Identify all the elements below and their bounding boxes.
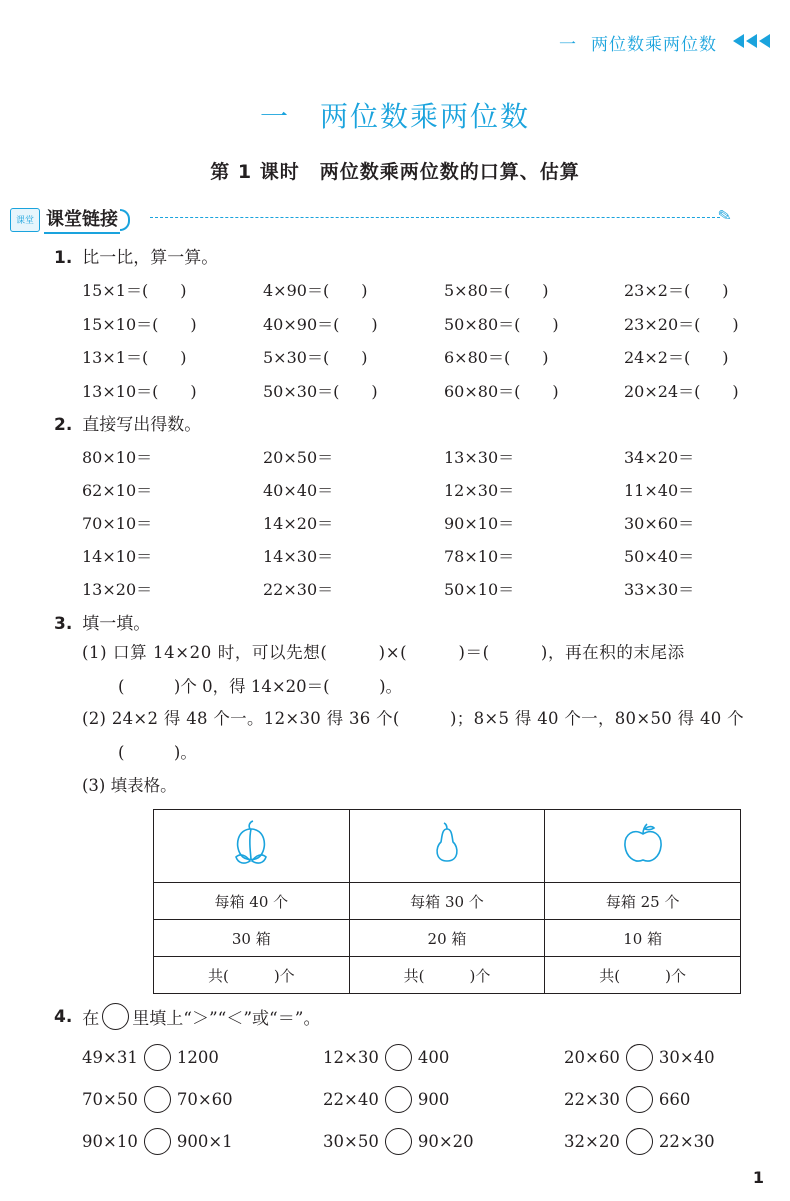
comparison-item xyxy=(564,1128,715,1155)
question-3-part-2: (2) 24×2 得 48 个一。12×30 得 36 个( )；8×5 得 40 个一，80×50 得 40 个 xyxy=(82,709,744,728)
running-header xyxy=(559,30,770,55)
dashed-divider xyxy=(150,217,720,218)
circle-icon xyxy=(102,1003,129,1030)
comparison-left: 90×10 xyxy=(82,1132,138,1151)
equation-cell[interactable]: 70×10＝ xyxy=(82,514,153,533)
equation-cell[interactable]: 11×40＝ xyxy=(624,481,695,500)
equation-cell[interactable]: 14×30＝ xyxy=(263,547,334,566)
comparison-left: 12×30 xyxy=(323,1048,379,1067)
comparison-circle-icon[interactable] xyxy=(144,1128,171,1155)
comparison-right: 22×30 xyxy=(658,1132,715,1151)
comparison-right: 900×1 xyxy=(176,1132,233,1151)
equation-cell[interactable]: 30×60＝ xyxy=(624,514,695,533)
equation-cell[interactable]: 40×40＝ xyxy=(263,481,334,500)
question-3-part-1-cont: ( )个 0，得 14×20＝( )。 xyxy=(118,677,403,696)
per-box-cell: 每箱 30 个 xyxy=(349,883,545,920)
comparison-left: 22×40 xyxy=(323,1090,379,1109)
equation-cell[interactable]: 13×30＝ xyxy=(444,448,515,467)
equation-cell[interactable]: 78×10＝ xyxy=(444,547,515,566)
per-box-cell: 每箱 25 个 xyxy=(545,883,741,920)
pencil-icon: ✎ xyxy=(716,204,733,227)
equation-cell[interactable]: 13×1＝( ) xyxy=(82,348,187,367)
chapter-title: 一 两位数乘两位数 xyxy=(259,100,530,133)
equation-cell[interactable]: 22×30＝ xyxy=(263,580,334,599)
comparison-right: 400 xyxy=(417,1048,450,1067)
comparison-item xyxy=(564,1086,690,1113)
triangle-icon xyxy=(731,33,770,53)
equation-cell[interactable]: 80×10＝ xyxy=(82,448,153,467)
comparison-left: 20×60 xyxy=(564,1048,620,1067)
comparison-item xyxy=(323,1128,474,1155)
question-text: 填一填。 xyxy=(82,614,151,634)
total-answer-cell[interactable]: 共( )个 xyxy=(349,957,545,994)
page-number: 1 xyxy=(752,1168,764,1187)
comparison-left: 70×50 xyxy=(82,1090,138,1109)
box-count-cell: 30 箱 xyxy=(154,920,350,957)
comparison-item xyxy=(82,1128,233,1155)
equation-cell[interactable]: 20×24＝( ) xyxy=(624,381,739,401)
question-number: 2. xyxy=(54,415,73,435)
equation-cell[interactable]: 60×80＝( ) xyxy=(444,381,559,401)
comparison-circle-icon[interactable] xyxy=(385,1086,412,1113)
question-4-heading xyxy=(54,1003,320,1030)
comparison-item xyxy=(323,1086,449,1113)
question-1-heading xyxy=(54,243,218,268)
bracket-decoration xyxy=(120,209,130,231)
question-text-b: 里填上“＞”“＜”或“＝”。 xyxy=(132,1009,321,1029)
header-chapter-title: 两位数乘两位数 xyxy=(591,35,717,55)
comparison-right: 1200 xyxy=(176,1048,219,1067)
comparison-circle-icon[interactable] xyxy=(626,1128,653,1155)
comparison-right: 30×40 xyxy=(658,1048,715,1067)
equation-cell[interactable]: 14×20＝ xyxy=(263,514,334,533)
equation-cell[interactable]: 14×10＝ xyxy=(82,547,153,566)
question-number: 1. xyxy=(54,248,73,268)
comparison-circle-icon[interactable] xyxy=(385,1044,412,1071)
comparison-circle-icon[interactable] xyxy=(385,1128,412,1155)
peach-icon xyxy=(228,819,274,869)
comparison-left: 32×20 xyxy=(564,1132,620,1151)
equation-cell[interactable]: 15×1＝( ) xyxy=(82,281,187,300)
box-count-cell: 10 箱 xyxy=(545,920,741,957)
comparison-right: 660 xyxy=(658,1090,691,1109)
equation-cell[interactable]: 33×30＝ xyxy=(624,580,695,599)
fruit-table xyxy=(153,809,741,994)
question-number: 3. xyxy=(54,614,73,634)
equation-cell[interactable]: 12×30＝ xyxy=(444,481,515,500)
equation-cell[interactable]: 13×10＝( ) xyxy=(82,381,197,401)
equation-cell[interactable]: 50×40＝ xyxy=(624,547,695,566)
equation-cell[interactable]: 50×10＝ xyxy=(444,580,515,599)
comparison-right: 900 xyxy=(417,1090,450,1109)
peach-cell xyxy=(154,810,350,883)
comparison-item xyxy=(82,1086,233,1113)
apple-cell xyxy=(545,810,741,883)
comparison-right: 90×20 xyxy=(417,1132,474,1151)
equation-cell[interactable]: 23×20＝( ) xyxy=(624,314,739,334)
question-3-part-2-cont: ( )。 xyxy=(118,743,197,762)
equation-cell[interactable]: 5×30＝( ) xyxy=(263,348,368,367)
pear-cell xyxy=(349,810,545,883)
total-answer-cell[interactable]: 共( )个 xyxy=(545,957,741,994)
comparison-circle-icon[interactable] xyxy=(626,1044,653,1071)
section-heading xyxy=(10,205,130,234)
question-2-heading xyxy=(54,410,201,435)
equation-cell[interactable]: 50×80＝( ) xyxy=(444,314,559,334)
equation-cell[interactable]: 34×20＝ xyxy=(624,448,695,467)
comparison-circle-icon[interactable] xyxy=(626,1086,653,1113)
equation-cell[interactable]: 20×50＝ xyxy=(263,448,334,467)
comparison-circle-icon[interactable] xyxy=(144,1086,171,1113)
section-label: 课堂链接 xyxy=(44,205,120,234)
question-number: 4. xyxy=(54,1006,73,1027)
equation-cell[interactable]: 4×90＝( ) xyxy=(263,281,368,300)
comparison-circle-icon[interactable] xyxy=(144,1044,171,1071)
equation-cell[interactable]: 5×80＝( ) xyxy=(444,281,549,300)
total-answer-cell[interactable]: 共( )个 xyxy=(154,957,350,994)
equation-cell[interactable]: 40×90＝( ) xyxy=(263,314,378,334)
comparison-left: 49×31 xyxy=(82,1048,138,1067)
equation-cell[interactable]: 24×2＝( ) xyxy=(624,348,729,367)
question-3-heading xyxy=(54,609,150,634)
pear-icon xyxy=(429,821,465,867)
comparison-item xyxy=(564,1044,715,1071)
equation-cell[interactable]: 50×30＝( ) xyxy=(263,381,378,401)
header-chapter-number: 一 xyxy=(559,35,577,55)
lesson-title: 第 1 课时 两位数乘两位数的口算、估算 xyxy=(210,161,580,183)
box-count-cell: 20 箱 xyxy=(349,920,545,957)
equation-cell[interactable]: 90×10＝ xyxy=(444,514,515,533)
question-text: 比一比，算一算。 xyxy=(82,248,219,268)
question-3-part-1: (1) 口算 14×20 时，可以先想( )×( )＝( )，再在积的末尾添 xyxy=(82,643,685,662)
comparison-left: 30×50 xyxy=(323,1132,379,1151)
classroom-badge-icon: 课堂 xyxy=(10,208,40,232)
equation-cell[interactable]: 15×10＝( ) xyxy=(82,314,197,334)
apple-icon xyxy=(620,820,666,868)
question-text-a: 在 xyxy=(82,1009,100,1029)
comparison-right: 70×60 xyxy=(176,1090,233,1109)
equation-cell[interactable]: 6×80＝( ) xyxy=(444,348,549,367)
equation-cell[interactable]: 23×2＝( ) xyxy=(624,281,729,300)
per-box-cell: 每箱 40 个 xyxy=(154,883,350,920)
question-3-part-3: (3) 填表格。 xyxy=(82,776,177,795)
equation-cell[interactable]: 13×20＝ xyxy=(82,580,153,599)
comparison-item xyxy=(323,1044,449,1071)
equation-cell[interactable]: 62×10＝ xyxy=(82,481,153,500)
comparison-item xyxy=(82,1044,219,1071)
question-text: 直接写出得数。 xyxy=(82,415,202,435)
comparison-left: 22×30 xyxy=(564,1090,620,1109)
